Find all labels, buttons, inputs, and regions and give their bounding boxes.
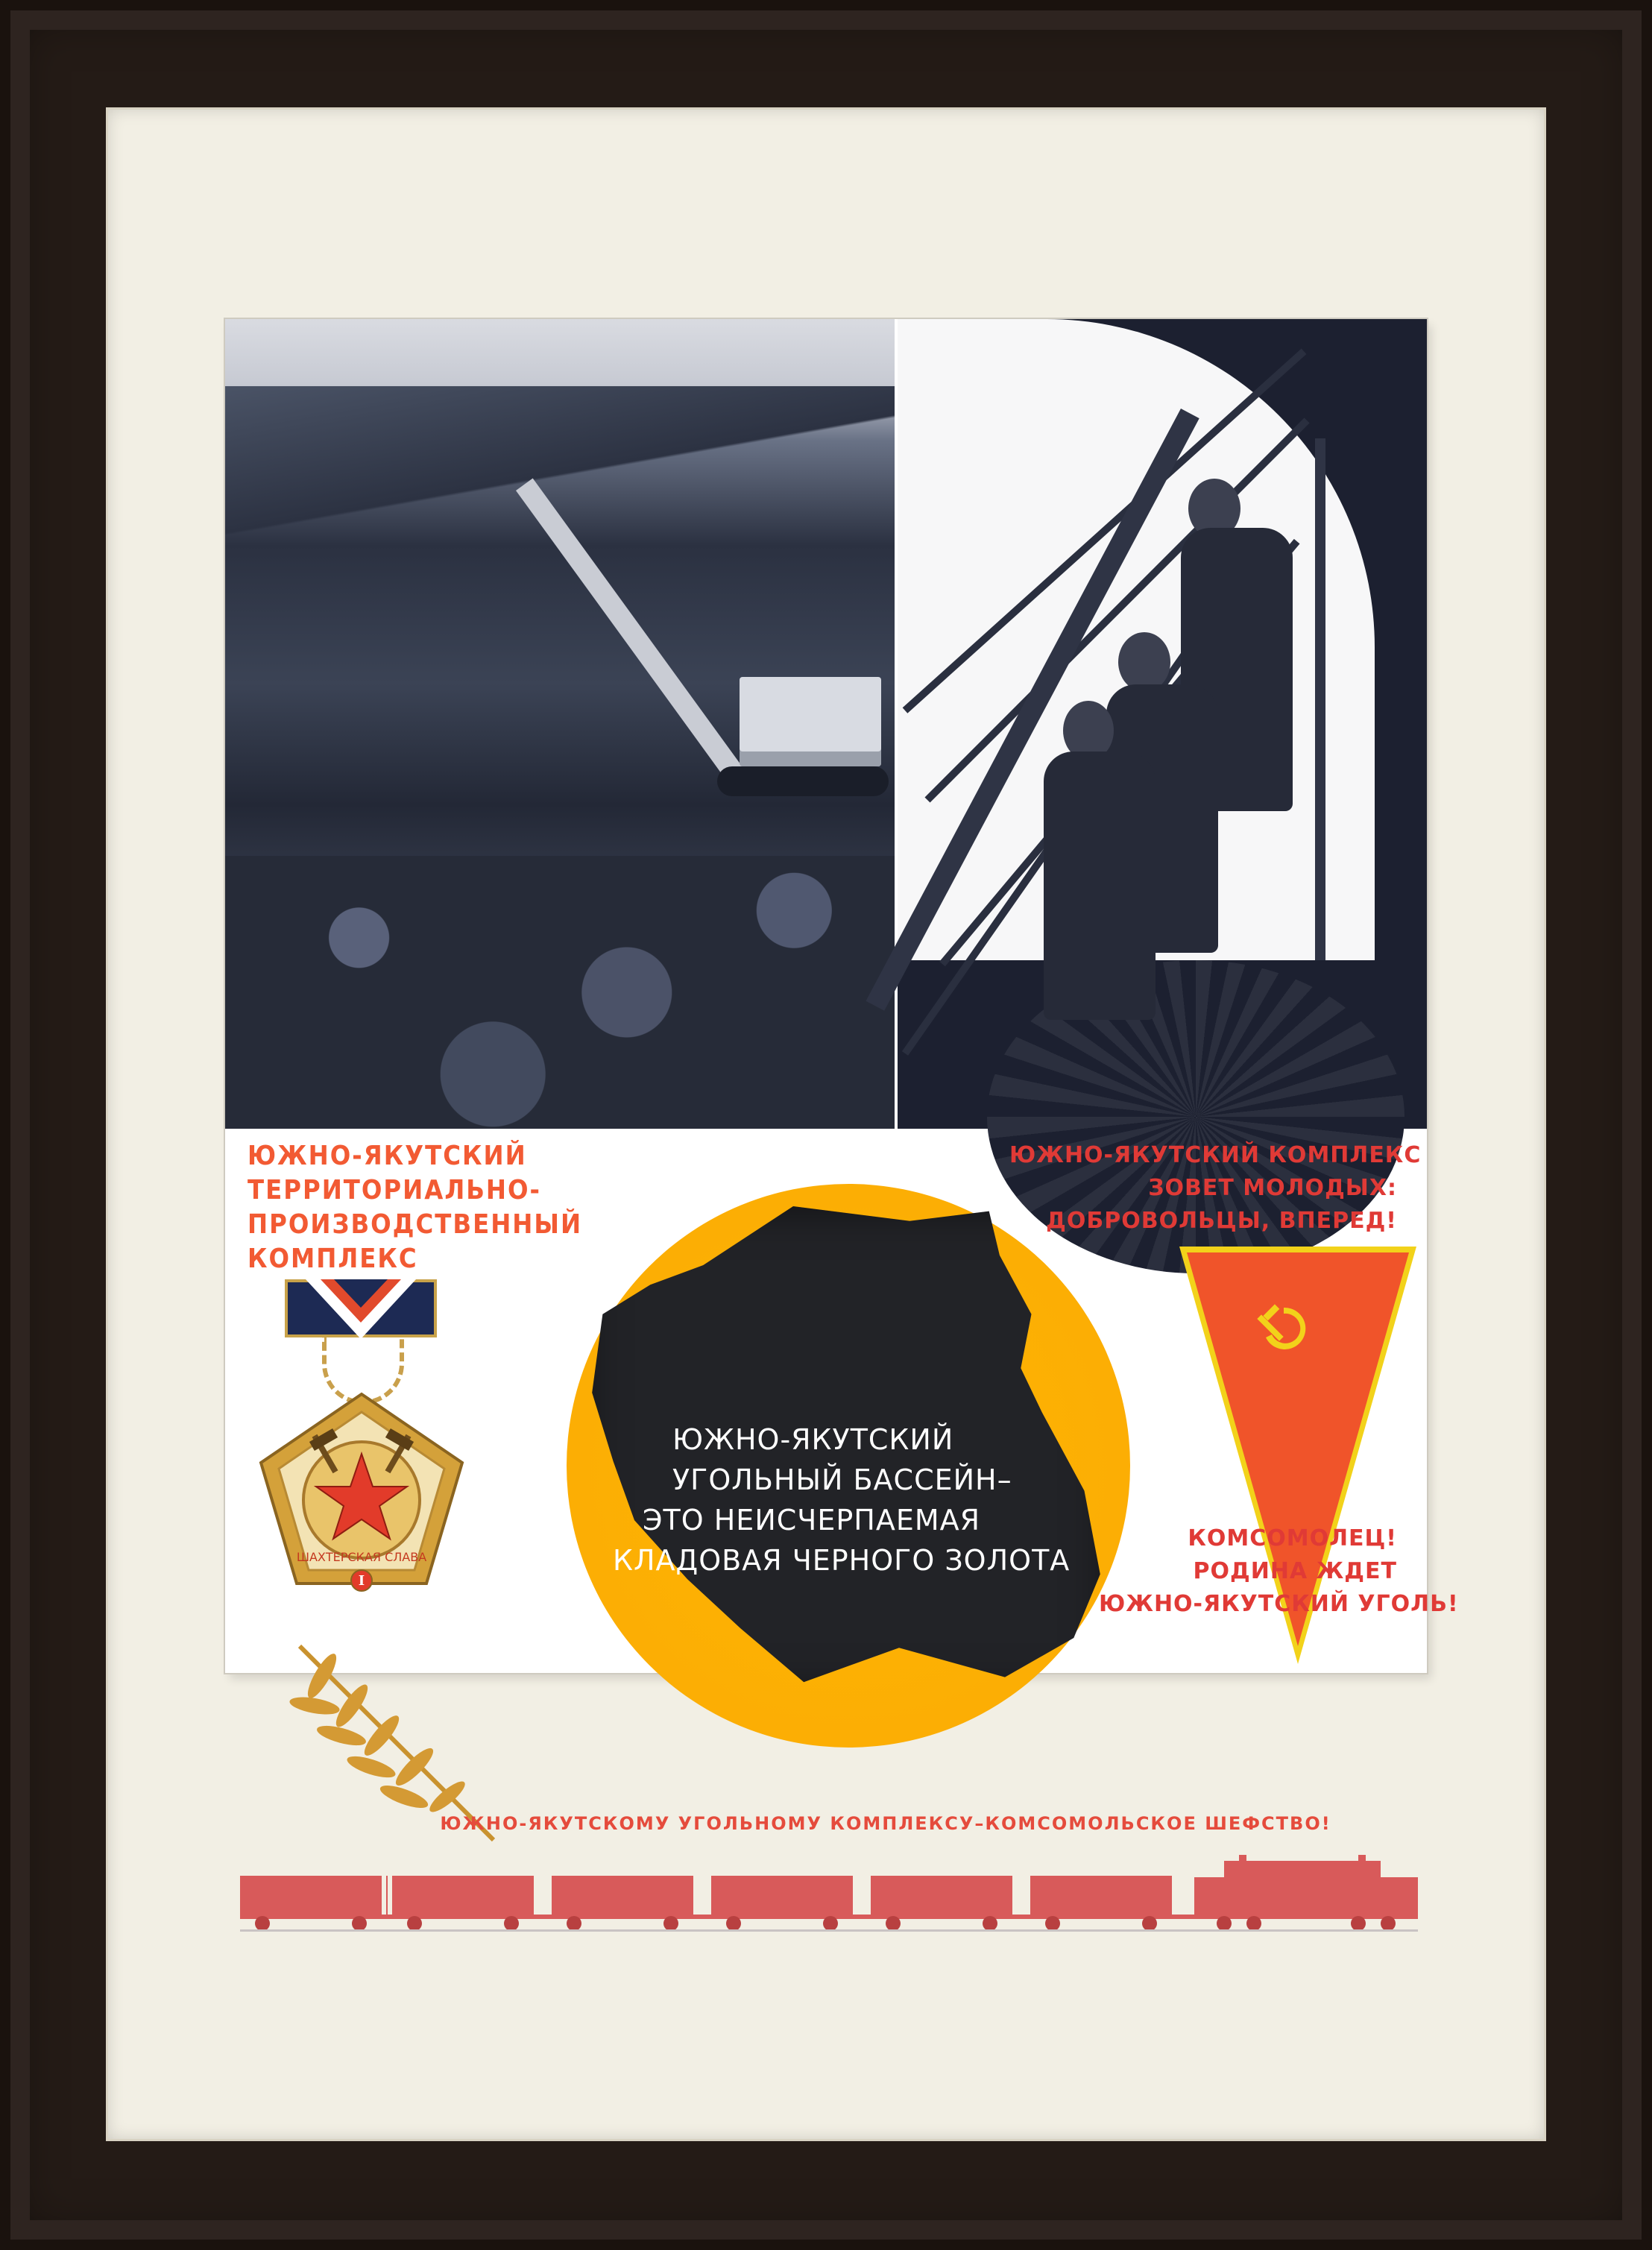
- title-line: ТЕРРИТОРИАЛЬНО-: [248, 1175, 541, 1206]
- excavator-photo: [225, 319, 895, 1129]
- title-line: ПРОИЗВОДСТВЕННЫЙ: [248, 1209, 583, 1240]
- medal-degree: I: [358, 1573, 365, 1589]
- miners-glory-medal: [253, 1388, 470, 1597]
- slogan-line: РОДИНА ЖДЕТ: [1193, 1558, 1397, 1584]
- miner-2-head: [1118, 632, 1170, 692]
- coal-text-line: УГОЛЬНЫЙ БАССЕЙН–: [672, 1463, 1012, 1496]
- photo-hillside: [225, 386, 895, 535]
- coal-text-line: ЭТО НЕИСЧЕРПАЕМАЯ: [643, 1504, 981, 1537]
- poster-title: [248, 1139, 598, 1276]
- rock-pile: [225, 856, 895, 1129]
- slogan-line: КОМСОМОЛЕЦ!: [1188, 1525, 1397, 1551]
- title-line: ЮЖНО-ЯКУТСКИЙ: [248, 1141, 527, 1171]
- coal-text-line: КЛАДОВАЯ ЧЕРНОГО ЗОЛОТА: [613, 1544, 1071, 1577]
- slogan-line: ЮЖНО-ЯКУТСКИЙ КОМПЛЕКС: [1009, 1142, 1422, 1168]
- title-line: КОМПЛЕКС: [248, 1244, 418, 1274]
- slogan-line: ДОБРОВОЛЬЦЫ, ВПЕРЕД!: [1046, 1208, 1397, 1234]
- volunteers-slogan: [1009, 1139, 1422, 1238]
- coal-train-icon: [240, 1855, 1418, 1937]
- excavator-track: [717, 766, 889, 796]
- slogan-line: ЗОВЕТ МОЛОДЫХ:: [1148, 1175, 1397, 1201]
- miner-3: [1044, 751, 1156, 1020]
- coal-basin-slogan: [613, 1419, 1071, 1581]
- ladder-rail: [1315, 438, 1325, 960]
- medal-ribbon: [285, 1279, 437, 1337]
- excavator-cab: [740, 677, 881, 766]
- poster: [225, 319, 1459, 1834]
- patronage-slogan: ЮЖНО-ЯКУТСКОМУ УГОЛЬНОМУ КОМПЛЕКСУ–КОМСОМОЛЬСКОЕ ШЕФСТВО!: [440, 1813, 1331, 1834]
- medal-inscription: ШАХТЕРСКАЯ СЛАВА: [296, 1550, 427, 1564]
- komsomol-slogan: [1099, 1522, 1459, 1621]
- coal-text-line: ЮЖНО-ЯКУТСКИЙ: [672, 1423, 954, 1456]
- slogan-line: ЮЖНО-ЯКУТСКИЙ УГОЛЬ!: [1099, 1591, 1459, 1617]
- miners-photo: [898, 319, 1427, 1129]
